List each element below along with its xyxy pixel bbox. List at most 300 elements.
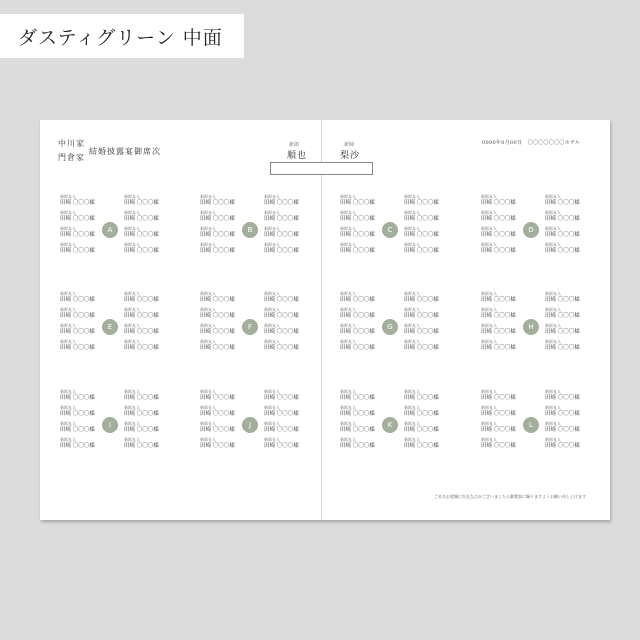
guest-entry — [200, 438, 235, 450]
guest-relation: 新郎友人 — [124, 405, 140, 410]
guest-relation: 新郎友人 — [404, 339, 420, 344]
guest-relation: 新郎友人 — [264, 405, 280, 410]
guest-relation: 新郎友人 — [124, 323, 140, 328]
guest-relation: 新郎友人 — [124, 226, 140, 231]
guest-name: 田崎 〇〇〇様 — [340, 395, 375, 401]
guest-name: 田崎 〇〇〇様 — [200, 313, 235, 319]
guest-entry — [60, 324, 95, 336]
guest-relation: 新郎友人 — [60, 307, 76, 312]
guest-relation: 新郎友人 — [200, 307, 216, 312]
guest-name: 田崎 〇〇〇様 — [124, 443, 159, 449]
guest-relation: 新郎友人 — [545, 210, 561, 215]
guest-name: 田崎 〇〇〇様 — [124, 329, 159, 335]
seating-chart-sheet — [40, 120, 610, 520]
guest-relation: 新郎友人 — [200, 194, 216, 199]
table-marker-l: L — [523, 417, 539, 433]
guest-name: 田崎 〇〇〇様 — [404, 427, 439, 433]
guest-name: 田崎 〇〇〇様 — [340, 248, 375, 254]
guest-entry — [340, 227, 375, 239]
guest-name: 田崎 〇〇〇様 — [60, 297, 95, 303]
guest-entry — [545, 243, 580, 255]
guest-name: 田崎 〇〇〇様 — [60, 427, 95, 433]
guest-entry — [60, 406, 95, 418]
guest-name: 田崎 〇〇〇様 — [264, 313, 299, 319]
guest-name: 田崎 〇〇〇様 — [340, 345, 375, 351]
guest-relation: 新郎友人 — [340, 437, 356, 442]
guest-entry — [404, 406, 439, 418]
guest-entry — [124, 308, 159, 320]
guest-relation: 新郎友人 — [481, 210, 497, 215]
guest-relation: 新郎友人 — [481, 307, 497, 312]
guest-entry — [340, 422, 375, 434]
table-marker-h: H — [523, 319, 539, 335]
guest-name: 田崎 〇〇〇様 — [264, 345, 299, 351]
guest-name: 田崎 〇〇〇様 — [481, 345, 516, 351]
product-label: ダスティグリーン 中面 — [0, 14, 244, 58]
guest-relation: 新郎友人 — [340, 405, 356, 410]
guest-name: 田崎 〇〇〇様 — [545, 216, 580, 222]
table-marker-e: E — [102, 319, 118, 335]
guest-entry — [481, 340, 516, 352]
guest-name: 田崎 〇〇〇様 — [340, 216, 375, 222]
guest-entry — [481, 422, 516, 434]
guest-entry — [124, 243, 159, 255]
guest-relation: 新郎友人 — [481, 323, 497, 328]
guest-name: 田崎 〇〇〇様 — [124, 313, 159, 319]
guest-relation: 新郎友人 — [404, 226, 420, 231]
guest-relation: 新郎友人 — [404, 421, 420, 426]
guest-relation: 新郎友人 — [340, 210, 356, 215]
guest-relation: 新郎友人 — [481, 339, 497, 344]
guest-relation: 新郎友人 — [404, 323, 420, 328]
table-marker-b: B — [242, 222, 258, 238]
guest-entry — [340, 406, 375, 418]
guest-entry — [545, 406, 580, 418]
guest-name: 田崎 〇〇〇様 — [264, 395, 299, 401]
family-name-groom: 中川家 — [58, 139, 85, 148]
guest-entry — [200, 308, 235, 320]
guest-name: 田崎 〇〇〇様 — [200, 297, 235, 303]
guest-entry — [60, 195, 95, 207]
guest-name: 田崎 〇〇〇様 — [264, 232, 299, 238]
guest-name: 田崎 〇〇〇様 — [200, 248, 235, 254]
guest-relation: 新郎友人 — [264, 339, 280, 344]
guest-entry — [545, 324, 580, 336]
guest-relation: 新郎友人 — [481, 291, 497, 296]
guest-name: 田崎 〇〇〇様 — [200, 216, 235, 222]
guest-name: 田崎 〇〇〇様 — [200, 395, 235, 401]
guest-name: 田崎 〇〇〇様 — [200, 345, 235, 351]
guest-entry — [264, 211, 299, 223]
guest-entry — [124, 227, 159, 239]
guest-name: 田崎 〇〇〇様 — [404, 248, 439, 254]
date-venue: 0000年0月00日 〇〇〇〇〇〇〇ホテル — [482, 140, 581, 146]
guest-name: 田崎 〇〇〇様 — [60, 411, 95, 417]
guest-name: 田崎 〇〇〇様 — [200, 232, 235, 238]
guest-name: 田崎 〇〇〇様 — [545, 411, 580, 417]
guest-entry — [340, 324, 375, 336]
guest-entry — [545, 390, 580, 402]
guest-relation: 新郎友人 — [545, 405, 561, 410]
guest-name: 田崎 〇〇〇様 — [545, 329, 580, 335]
guest-entry — [60, 308, 95, 320]
guest-entry — [124, 211, 159, 223]
guest-name: 田崎 〇〇〇様 — [124, 232, 159, 238]
guest-name: 田崎 〇〇〇様 — [545, 395, 580, 401]
guest-relation: 新郎友人 — [340, 389, 356, 394]
guest-entry — [60, 243, 95, 255]
guest-entry — [340, 243, 375, 255]
guest-relation: 新郎友人 — [264, 210, 280, 215]
guest-entry — [264, 340, 299, 352]
guest-entry — [340, 308, 375, 320]
guest-name: 田崎 〇〇〇様 — [340, 443, 375, 449]
groom-title: 新郎 — [289, 142, 300, 148]
guest-name: 田崎 〇〇〇様 — [264, 216, 299, 222]
guest-entry — [264, 308, 299, 320]
guest-entry — [481, 292, 516, 304]
guest-entry — [404, 390, 439, 402]
guest-name: 田崎 〇〇〇様 — [340, 427, 375, 433]
guest-name: 田崎 〇〇〇様 — [124, 216, 159, 222]
guest-relation: 新郎友人 — [404, 194, 420, 199]
guest-relation: 新郎友人 — [200, 323, 216, 328]
guest-entry — [340, 292, 375, 304]
guest-relation: 新郎友人 — [340, 194, 356, 199]
guest-name: 田崎 〇〇〇様 — [404, 411, 439, 417]
guest-name: 田崎 〇〇〇様 — [264, 443, 299, 449]
guest-relation: 新郎友人 — [340, 421, 356, 426]
guest-relation: 新郎友人 — [264, 323, 280, 328]
guest-entry — [545, 340, 580, 352]
guest-name: 田崎 〇〇〇様 — [404, 443, 439, 449]
guest-relation: 新郎友人 — [404, 242, 420, 247]
guest-entry — [481, 390, 516, 402]
guest-relation: 新郎友人 — [545, 421, 561, 426]
guest-name: 田崎 〇〇〇様 — [124, 200, 159, 206]
guest-entry — [545, 308, 580, 320]
guest-entry — [200, 211, 235, 223]
guest-name: 田崎 〇〇〇様 — [264, 427, 299, 433]
guest-name: 田崎 〇〇〇様 — [404, 329, 439, 335]
guest-relation: 新郎友人 — [60, 437, 76, 442]
guest-name: 田崎 〇〇〇様 — [481, 200, 516, 206]
guest-name: 田崎 〇〇〇様 — [124, 248, 159, 254]
guest-entry — [264, 324, 299, 336]
guest-entry — [404, 340, 439, 352]
guest-name: 田崎 〇〇〇様 — [124, 395, 159, 401]
guest-relation: 新郎友人 — [340, 307, 356, 312]
guest-name: 田崎 〇〇〇様 — [481, 232, 516, 238]
guest-entry — [404, 422, 439, 434]
guest-relation: 新郎友人 — [404, 437, 420, 442]
guest-name: 田崎 〇〇〇様 — [60, 216, 95, 222]
guest-name: 田崎 〇〇〇様 — [200, 427, 235, 433]
table-marker-c: C — [382, 222, 398, 238]
guest-name: 田崎 〇〇〇様 — [481, 329, 516, 335]
guest-name: 田崎 〇〇〇様 — [60, 345, 95, 351]
guest-entry — [481, 211, 516, 223]
guest-entry — [60, 211, 95, 223]
guest-name: 田崎 〇〇〇様 — [340, 411, 375, 417]
guest-name: 田崎 〇〇〇様 — [124, 297, 159, 303]
guest-entry — [200, 195, 235, 207]
guest-entry — [404, 292, 439, 304]
guest-relation: 新郎友人 — [340, 323, 356, 328]
guest-entry — [60, 438, 95, 450]
guest-name: 田崎 〇〇〇様 — [340, 329, 375, 335]
guest-name: 田崎 〇〇〇様 — [545, 232, 580, 238]
guest-entry — [545, 422, 580, 434]
guest-name: 田崎 〇〇〇様 — [481, 313, 516, 319]
guest-entry — [481, 227, 516, 239]
guest-relation: 新郎友人 — [200, 437, 216, 442]
guest-relation: 新郎友人 — [60, 210, 76, 215]
guest-relation: 新郎友人 — [264, 421, 280, 426]
guest-name: 田崎 〇〇〇様 — [340, 297, 375, 303]
guest-entry — [340, 340, 375, 352]
guest-name: 田崎 〇〇〇様 — [340, 200, 375, 206]
guest-relation: 新郎友人 — [60, 226, 76, 231]
guest-relation: 新郎友人 — [404, 291, 420, 296]
guest-relation: 新郎友人 — [545, 389, 561, 394]
guest-entry — [340, 211, 375, 223]
guest-relation: 新郎友人 — [264, 242, 280, 247]
guest-name: 田崎 〇〇〇様 — [60, 200, 95, 206]
center-fold-line — [321, 120, 322, 520]
guest-name: 田崎 〇〇〇様 — [60, 329, 95, 335]
guest-entry — [60, 340, 95, 352]
guest-name: 田崎 〇〇〇様 — [60, 443, 95, 449]
guest-entry — [481, 406, 516, 418]
guest-name: 田崎 〇〇〇様 — [481, 443, 516, 449]
guest-entry — [60, 422, 95, 434]
guest-name: 田崎 〇〇〇様 — [200, 443, 235, 449]
table-marker-k: K — [382, 417, 398, 433]
guest-name: 田崎 〇〇〇様 — [124, 411, 159, 417]
family-name-bride: 門倉家 — [58, 153, 85, 162]
guest-entry — [200, 340, 235, 352]
guest-entry — [340, 438, 375, 450]
guest-relation: 新郎友人 — [60, 194, 76, 199]
guest-name: 田崎 〇〇〇様 — [200, 329, 235, 335]
guest-relation: 新郎友人 — [481, 389, 497, 394]
guest-relation: 新郎友人 — [124, 210, 140, 215]
guest-name: 田崎 〇〇〇様 — [545, 248, 580, 254]
guest-relation: 新郎友人 — [200, 389, 216, 394]
bride-name: 梨沙 — [340, 151, 361, 161]
guest-relation: 新郎友人 — [545, 339, 561, 344]
guest-relation: 新郎友人 — [264, 307, 280, 312]
guest-entry — [404, 227, 439, 239]
guest-entry — [264, 292, 299, 304]
guest-name: 田崎 〇〇〇様 — [404, 216, 439, 222]
guest-name: 田崎 〇〇〇様 — [124, 427, 159, 433]
guest-relation: 新郎友人 — [124, 339, 140, 344]
guest-name: 田崎 〇〇〇様 — [124, 345, 159, 351]
guest-relation: 新郎友人 — [124, 194, 140, 199]
guest-entry — [124, 422, 159, 434]
guest-name: 田崎 〇〇〇様 — [200, 411, 235, 417]
guest-relation: 新郎友人 — [124, 307, 140, 312]
guest-relation: 新郎友人 — [545, 242, 561, 247]
guest-name: 田崎 〇〇〇様 — [60, 248, 95, 254]
guest-entry — [264, 195, 299, 207]
chart-title: 結婚披露宴御席次 — [89, 147, 161, 156]
guest-entry — [124, 324, 159, 336]
guest-relation: 新郎友人 — [481, 437, 497, 442]
guest-relation: 新郎友人 — [200, 242, 216, 247]
guest-relation: 新郎友人 — [481, 405, 497, 410]
guest-entry — [481, 243, 516, 255]
guest-relation: 新郎友人 — [481, 421, 497, 426]
guest-relation: 新郎友人 — [264, 389, 280, 394]
guest-relation: 新郎友人 — [60, 421, 76, 426]
guest-name: 田崎 〇〇〇様 — [545, 427, 580, 433]
guest-name: 田崎 〇〇〇様 — [404, 200, 439, 206]
guest-entry — [404, 243, 439, 255]
guest-entry — [60, 227, 95, 239]
guest-name: 田崎 〇〇〇様 — [264, 329, 299, 335]
guest-entry — [124, 438, 159, 450]
guest-entry — [264, 438, 299, 450]
guest-relation: 新郎友人 — [545, 226, 561, 231]
guest-relation: 新郎友人 — [340, 291, 356, 296]
guest-relation: 新郎友人 — [545, 194, 561, 199]
groom-name: 順也 — [287, 151, 308, 161]
guest-relation: 新郎友人 — [545, 291, 561, 296]
guest-entry — [404, 308, 439, 320]
guest-relation: 新郎友人 — [481, 226, 497, 231]
table-marker-f: F — [242, 319, 258, 335]
guest-relation: 新郎友人 — [124, 437, 140, 442]
guest-name: 田崎 〇〇〇様 — [545, 297, 580, 303]
guest-name: 田崎 〇〇〇様 — [545, 313, 580, 319]
guest-name: 田崎 〇〇〇様 — [60, 395, 95, 401]
guest-relation: 新郎友人 — [200, 339, 216, 344]
guest-name: 田崎 〇〇〇様 — [481, 248, 516, 254]
guest-entry — [404, 211, 439, 223]
guest-name: 田崎 〇〇〇様 — [404, 232, 439, 238]
guest-entry — [264, 422, 299, 434]
guest-name: 田崎 〇〇〇様 — [264, 297, 299, 303]
guest-entry — [264, 406, 299, 418]
guest-entry — [545, 292, 580, 304]
guest-relation: 新郎友人 — [264, 226, 280, 231]
guest-name: 田崎 〇〇〇様 — [264, 411, 299, 417]
guest-entry — [200, 390, 235, 402]
guest-entry — [124, 195, 159, 207]
guest-name: 田崎 〇〇〇様 — [481, 395, 516, 401]
guest-entry — [124, 292, 159, 304]
guest-entry — [404, 438, 439, 450]
guest-relation: 新郎友人 — [264, 437, 280, 442]
guest-relation: 新郎友人 — [124, 291, 140, 296]
guest-relation: 新郎友人 — [124, 389, 140, 394]
guest-relation: 新郎友人 — [264, 194, 280, 199]
head-table-box — [270, 162, 373, 175]
guest-relation: 新郎友人 — [340, 226, 356, 231]
guest-relation: 新郎友人 — [481, 194, 497, 199]
guest-name: 田崎 〇〇〇様 — [545, 345, 580, 351]
guest-name: 田崎 〇〇〇様 — [200, 200, 235, 206]
guest-entry — [545, 227, 580, 239]
guest-name: 田崎 〇〇〇様 — [404, 345, 439, 351]
guest-relation: 新郎友人 — [60, 405, 76, 410]
guest-entry — [404, 195, 439, 207]
guest-entry — [124, 390, 159, 402]
guest-entry — [545, 195, 580, 207]
bride-title: 新婦 — [344, 142, 355, 148]
guest-entry — [200, 406, 235, 418]
guest-name: 田崎 〇〇〇様 — [545, 200, 580, 206]
guest-entry — [481, 195, 516, 207]
guest-entry — [264, 390, 299, 402]
guest-entry — [200, 422, 235, 434]
guest-entry — [60, 292, 95, 304]
guest-name: 田崎 〇〇〇様 — [481, 411, 516, 417]
table-marker-j: J — [242, 417, 258, 433]
guest-relation: 新郎友人 — [264, 291, 280, 296]
guest-name: 田崎 〇〇〇様 — [481, 297, 516, 303]
guest-relation: 新郎友人 — [200, 421, 216, 426]
guest-name: 田崎 〇〇〇様 — [264, 248, 299, 254]
guest-name: 田崎 〇〇〇様 — [481, 216, 516, 222]
guest-name: 田崎 〇〇〇様 — [264, 200, 299, 206]
guest-name: 田崎 〇〇〇様 — [340, 232, 375, 238]
guest-relation: 新郎友人 — [60, 291, 76, 296]
guest-relation: 新郎友人 — [124, 242, 140, 247]
guest-name: 田崎 〇〇〇様 — [481, 427, 516, 433]
guest-relation: 新郎友人 — [340, 242, 356, 247]
guest-relation: 新郎友人 — [481, 242, 497, 247]
guest-relation: 新郎友人 — [200, 210, 216, 215]
guest-entry — [481, 308, 516, 320]
guest-name: 田崎 〇〇〇様 — [60, 232, 95, 238]
guest-entry — [200, 227, 235, 239]
guest-relation: 新郎友人 — [404, 210, 420, 215]
guest-relation: 新郎友人 — [60, 323, 76, 328]
guest-relation: 新郎友人 — [200, 291, 216, 296]
guest-entry — [545, 438, 580, 450]
guest-name: 田崎 〇〇〇様 — [545, 443, 580, 449]
table-marker-i: I — [102, 417, 118, 433]
guest-entry — [404, 324, 439, 336]
guest-relation: 新郎友人 — [545, 307, 561, 312]
guest-entry — [124, 340, 159, 352]
guest-relation: 新郎友人 — [340, 339, 356, 344]
guest-name: 田崎 〇〇〇様 — [404, 297, 439, 303]
guest-entry — [481, 324, 516, 336]
guest-name: 田崎 〇〇〇様 — [404, 313, 439, 319]
guest-entry — [340, 195, 375, 207]
guest-relation: 新郎友人 — [545, 323, 561, 328]
guest-entry — [545, 211, 580, 223]
table-marker-g: G — [382, 319, 398, 335]
guest-name: 田崎 〇〇〇様 — [340, 313, 375, 319]
guest-name: 田崎 〇〇〇様 — [404, 395, 439, 401]
footer-note: ご芳名お席順に失礼な点がございましたら御寛容に賜りますようお願い申し上げます — [434, 494, 586, 499]
guest-relation: 新郎友人 — [60, 389, 76, 394]
guest-relation: 新郎友人 — [60, 242, 76, 247]
guest-entry — [124, 406, 159, 418]
guest-relation: 新郎友人 — [404, 405, 420, 410]
guest-name: 田崎 〇〇〇様 — [60, 313, 95, 319]
guest-relation: 新郎友人 — [200, 405, 216, 410]
guest-entry — [481, 438, 516, 450]
guest-relation: 新郎友人 — [545, 437, 561, 442]
guest-relation: 新郎友人 — [404, 389, 420, 394]
